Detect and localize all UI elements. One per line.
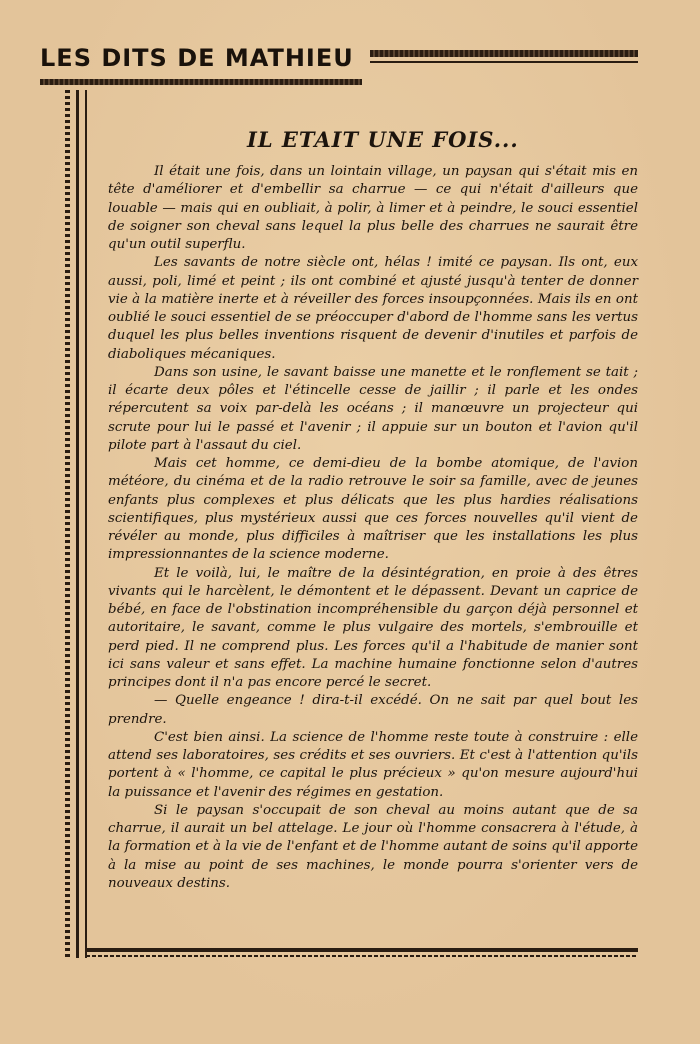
- paragraph: C'est bien ainsi. La science de l'homme reste toute à construire : elle attend ses laboratoires, ses crédits et ses ouvriers. Et c'est à l'attention qu'ils portent à « l'homme, ce capital le plus précieux » qu'on mesure aujourd'hui la puissance et l'avenir des régimes en gestation.: [108, 729, 638, 800]
- paragraph: Si le paysan s'occupait de son cheval au moins autant que de sa charrue, il aurait un bel attelage. Le jour où l'homme consacrera à l'étude, à la formation et à la vie de l'enfant et de l'homme autant de soins qu'il apporte à la mise au point de ses machines, le monde pourra s'orienter vers de nouveaux destins.: [108, 802, 638, 891]
- bottom-border-dashed: [86, 955, 638, 957]
- paragraph: Mais cet homme, ce demi-dieu de la bombe atomique, de l'avion météore, du cinéma et de la radio retrouve le soir sa famille, avec de jeunes enfants plus complexes et plus délicats que les plus hardies réalisations scientifiques, plus mystérieux aussi que ces forces nouvelles qu'il vient de révéler au monde, plus difficiles à maîtriser que les installations les plus impressionnantes de la science moderne.: [108, 456, 638, 563]
- bottom-border-solid: [86, 948, 638, 952]
- paragraph: Et le voilà, lui, le maître de la désintégration, en proie à des êtres vivants qui le harcèlent, le démontent et le dépassent. Devant un caprice de bébé, en face de l'obstination incompréhensible du garçon déjà personnel et autoritaire, le savant, comme le plus vulgaire des mortels, s'embrouille et perd pied. Il ne comprend plus. Les forces qu'il a l'habitude de manier sont ici sans valeur et sans effet. La machine humaine fonctionne selon d'autres principes dont il n'a pas encore percé le secret.: [108, 565, 638, 690]
- header-rule-thin: [370, 61, 638, 63]
- paragraph: — Quelle engeance ! dira-t-il excédé. On ne sait par quel bout les prendre.: [108, 693, 638, 727]
- left-border-solid: [76, 90, 79, 958]
- left-border-inner: [85, 90, 87, 958]
- column-title: LES DITS DE MATHIEU: [40, 44, 354, 72]
- left-border-dotted: [65, 90, 70, 958]
- paragraph: Les savants de notre siècle ont, hélas ! imité ce paysan. Ils ont, eux aussi, poli, limé et peint ; ils ont combiné et ajusté jusqu'à tenter de donner vie à la matière inerte et à réveiller des forces insoupçonnées. Mais ils en ont oublié le souci essentiel de se préoccuper d'abord de l'homme sans les vertus duquel les plus belles inventions risquent de devenir d'inutiles et parfois de diaboliques mécaniques.: [108, 255, 638, 362]
- article-title: IL ETAIT UNE FOIS...: [247, 127, 519, 152]
- article-body: [108, 163, 638, 893]
- paragraph: Il était une fois, dans un lointain village, un paysan qui s'était mis en tête d'améliorer et d'embellir sa charrue — ce qui n'était d'ailleurs que louable — mais qui en oubliait, à polir, à limer et à peindre, le souci essentiel de soigner son cheval sans lequel la plus belle des charrues ne saurait être qu'un outil superflu.: [108, 164, 638, 252]
- paragraph: Dans son usine, le savant baisse une manette et le ronflement se tait ; il écarte deux pôles et l'étincelle cesse de jaillir ; il parle et les ondes répercutent sa voix par-delà les océans ; il manœuvre un projecteur qui scrute pour lui le passé et l'avenir ; il appuie sur un bouton et l'avion qu'il pilote part à l'assaut du ciel.: [108, 364, 638, 453]
- title-underline: [40, 79, 362, 85]
- header-rule-dotted: [370, 50, 638, 57]
